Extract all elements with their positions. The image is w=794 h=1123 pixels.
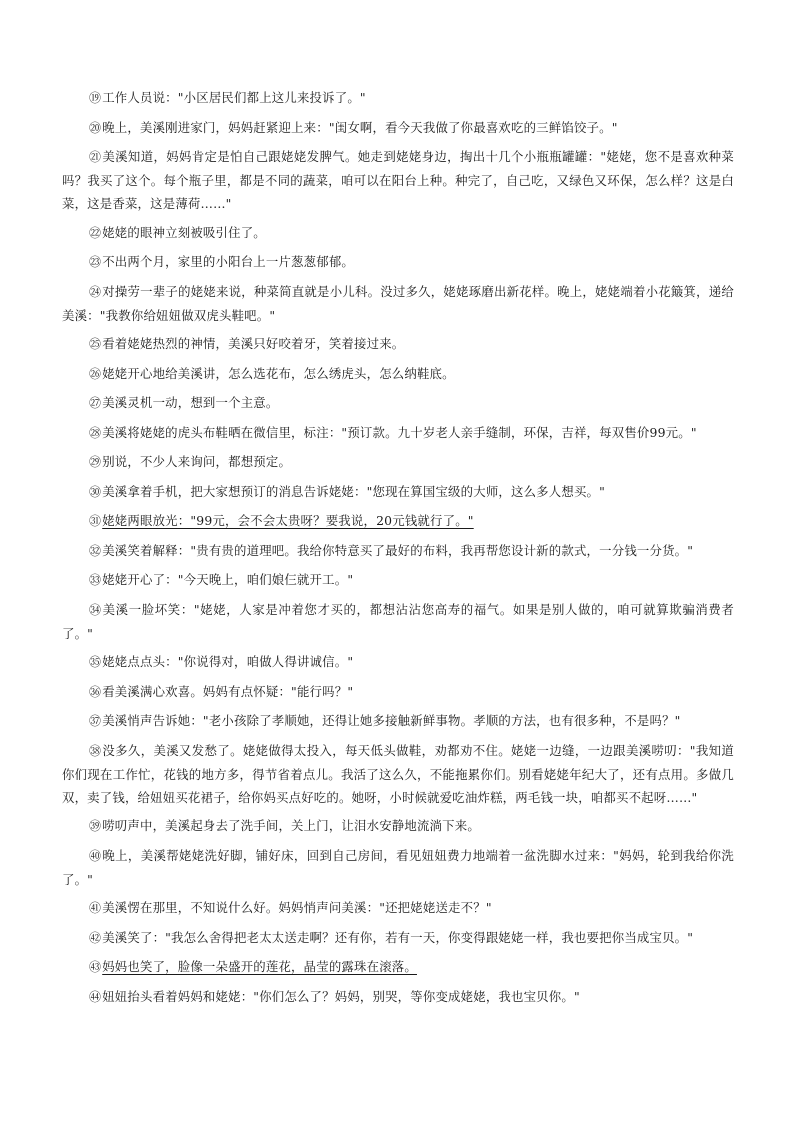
paragraph xyxy=(62,86,734,110)
paragraph xyxy=(62,332,734,356)
paragraph xyxy=(62,598,734,645)
paragraph-number: ㊲ xyxy=(89,714,102,728)
paragraph xyxy=(62,985,734,1009)
paragraph-text: 美溪灵机一动，想到一个主意。 xyxy=(102,395,279,410)
paragraph xyxy=(62,739,734,809)
paragraph xyxy=(62,391,734,415)
paragraph xyxy=(62,250,734,274)
paragraph-number: ㉚ xyxy=(89,484,102,499)
paragraph-number: ㊵ xyxy=(89,848,102,863)
paragraph xyxy=(62,221,734,245)
paragraph-text: 别说，不少人来询问，都想预定。 xyxy=(102,454,292,469)
paragraph-number: ㊴ xyxy=(89,819,102,833)
paragraph-number: ㉘ xyxy=(89,425,102,440)
paragraph-text: 唠叨声中，美溪起身去了洗手间，关上门，让泪水安静地流淌下来。 xyxy=(102,818,480,833)
paragraph-text: 姥姥开心地给美溪讲，怎么选花布，怎么绣虎头，怎么纳鞋底。 xyxy=(102,365,455,381)
paragraph-text: 晚上，美溪刚进家门，妈妈赶紧迎上来："闺女啊，看今天我做了你最喜欢吃的三鲜馅饺子。" xyxy=(102,119,618,135)
paragraph-number: ㉜ xyxy=(89,543,102,558)
paragraph xyxy=(62,814,734,838)
paragraph-number: ㊶ xyxy=(89,901,102,915)
paragraph xyxy=(62,421,734,445)
paragraph xyxy=(62,926,734,950)
paragraph-text: 姥姥的眼神立刻被吸引住了。 xyxy=(102,224,266,240)
paragraph-number: ㉑ xyxy=(89,150,102,164)
paragraph xyxy=(62,955,734,979)
paragraph xyxy=(62,539,734,563)
paragraph xyxy=(62,844,734,891)
paragraph xyxy=(62,145,734,215)
paragraph-text: 美溪知道，妈妈肯定是怕自己跟姥姥发脾气。她走到姥姥身边，掏出十几个小瓶瓶罐罐："姥姥，您不是喜欢种菜吗？我买了这个。每个瓶子里，都是不同的蔬菜，咱可以在阳台上种。种完了，自己吃，又绿色又环保，怎么样？这是白菜，这是香菜，这是薄荷……" xyxy=(62,149,735,211)
paragraph-text: 美溪拿着手机，把大家想预订的消息告诉姥姥："您现在算国宝级的大师，这么多人想买。" xyxy=(102,483,606,499)
paragraph-text: 妈妈也笑了，脸像一朵盛开的莲花，晶莹的露珠在滚落。 xyxy=(102,959,417,974)
paragraph xyxy=(62,509,734,533)
paragraph xyxy=(62,709,734,733)
paragraph-number: ㊷ xyxy=(89,930,102,945)
paragraph xyxy=(62,116,734,140)
paragraph-text: 晚上，美溪帮姥姥洗好脚，铺好床，回到自己房间，看见妞妞费力地端着一盆洗脚水过来："妈妈，轮到我给你洗了。" xyxy=(62,847,735,887)
paragraph xyxy=(62,280,734,327)
paragraph xyxy=(62,568,734,592)
paragraph xyxy=(62,450,734,474)
paragraph-text: 工作人员说："小区居民们都上这儿来投诉了。" xyxy=(102,90,366,105)
paragraph-number: ㉔ xyxy=(89,284,102,299)
paragraph xyxy=(62,896,734,920)
paragraph-text: 美溪将姥姥的虎头布鞋晒在微信里，标注："预订款。九十岁老人亲手缝制，环保，吉祥，每双售价99元。" xyxy=(102,424,697,440)
paragraph-text: 不出两个月，家里的小阳台上一片葱葱郁郁。 xyxy=(102,254,355,269)
paragraph-number: ㊳ xyxy=(89,743,102,758)
paragraph xyxy=(62,650,734,674)
paragraph xyxy=(62,480,734,504)
paragraph-text: 美溪愣在那里，不知说什么好。妈妈悄声问美溪："还把姥姥送走不？" xyxy=(102,900,492,915)
paragraph-number: ㊹ xyxy=(89,989,102,1004)
paragraph-text: 看美溪满心欢喜。妈妈有点怀疑："能行吗？" xyxy=(102,683,354,699)
paragraph-number: ㉟ xyxy=(89,655,102,669)
paragraph-number: ㉗ xyxy=(89,396,102,410)
paragraph-number: ㉓ xyxy=(89,255,102,269)
paragraph-text: 姥姥两眼放光："99元，会不会太贵呀？要我说，20元钱就行了。" xyxy=(102,513,474,528)
paragraph-text: 妞妞抬头看着妈妈和姥姥："你们怎么了？妈妈，别哭，等你变成姥姥，我也宝贝你。" xyxy=(102,988,580,1004)
paragraph-number: ㊸ xyxy=(89,960,102,974)
paragraph xyxy=(62,362,734,386)
paragraph-text: 美溪一脸坏笑："姥姥，人家是冲着您才买的，都想沾沾您高寿的福气。如果是别人做的，咱可就算欺骗消费者了。" xyxy=(62,601,734,641)
paragraph-number: ㉖ xyxy=(89,366,102,381)
paragraph-text: 姥姥点点头："你说得对，咱做人得讲诚信。" xyxy=(102,654,354,669)
paragraph-number: ㉞ xyxy=(89,602,102,617)
paragraph xyxy=(62,680,734,704)
paragraph-number: ⑳ xyxy=(89,120,102,135)
paragraph-number: ⑲ xyxy=(89,91,102,105)
paragraph-text: 美溪悄声告诉她："老小孩除了孝顺她，还得让她多接触新鲜事物。孝顺的方法，也有很多种，不是吗？" xyxy=(102,713,681,728)
paragraph-text: 没多久，美溪又发愁了。姥姥做得太投入，每天低头做鞋，劝都劝不住。姥姥一边缝，一边跟美溪唠叨："我知道你们现在工作忙，花钱的地方多，得节省着点儿。我活了这么久，不能拖累你们。别看姥姥年纪大了，还有点用。多做几双，卖了钱，给妞妞买花裙子，给你妈买点好吃的。她呀，小时候就爱吃油炸糕，两毛钱一块，咱都买不起呀……" xyxy=(62,742,735,805)
paragraph-number: ㉒ xyxy=(89,225,102,240)
paragraph-number: ㉝ xyxy=(89,573,102,587)
paragraph-text: 美溪笑着解释："贵有贵的道理吧。我给你特意买了最好的布料，我再帮您设计新的款式，一分钱一分货。" xyxy=(102,542,694,558)
paragraph-text: 美溪笑了："我怎么舍得把老太太送走啊？还有你，若有一天，你变得跟姥姥一样，我也要把你当成宝贝。" xyxy=(102,929,694,945)
paragraph-number: ㉛ xyxy=(89,514,102,528)
paragraph-number: ㉙ xyxy=(89,455,102,469)
paragraph-text: 对操劳一辈子的姥姥来说，种菜简直就是小儿科。没过多久，姥姥琢磨出新花样。晚上，姥姥端着小花簸箕，递给美溪："我教你给妞妞做双虎头鞋吧。" xyxy=(62,283,735,323)
paragraph-number: ㉕ xyxy=(89,337,102,351)
paragraph-text: 看着姥姥热烈的神情，美溪只好咬着牙，笑着接过来。 xyxy=(102,336,405,351)
paragraph-number: ㊱ xyxy=(89,684,102,699)
paragraph-text: 姥姥开心了："今天晚上，咱们娘仨就开工。" xyxy=(102,572,354,587)
